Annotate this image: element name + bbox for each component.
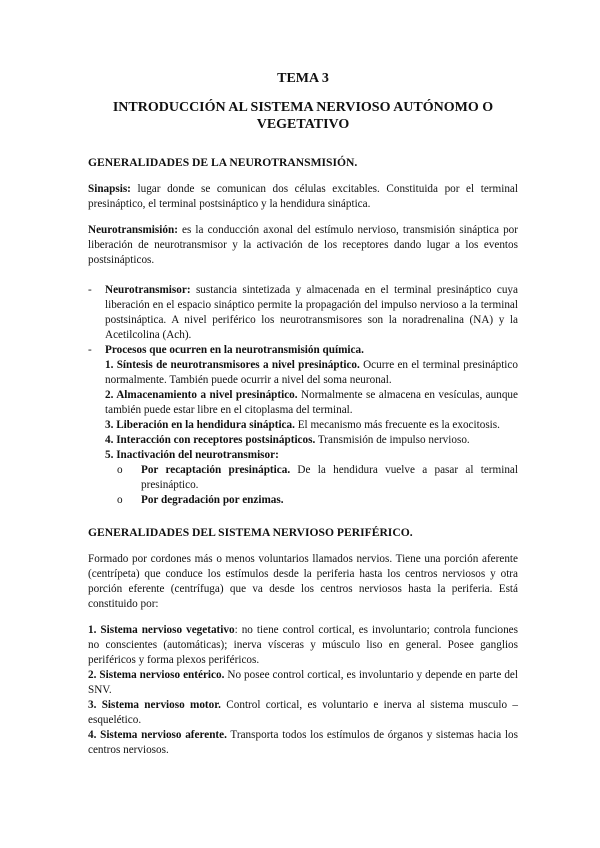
text-neurotransmision: es la conducción axonal del estímulo nervioso, transmisión sináptica por liberación de neurotransmisor y la activación de los receptores dando lugar a los eventos postsinápticos. bbox=[88, 224, 518, 266]
step-term: 2. Almacenamiento a nivel presináptico. bbox=[105, 389, 298, 401]
system-text: No posee control cortical, es involuntario y depende en parte del SNV. bbox=[88, 669, 518, 696]
system-text: : no tiene control cortical, es involuntario; controla funciones no conscientes (automáticas); inerva vísceras y músculo liso en general. Posee ganglios periféricos y forma plexos periféricos. bbox=[88, 624, 518, 666]
step-text: Ocurre en el terminal presináptico normalmente. También puede ocurrir a nivel del soma neuronal. bbox=[105, 359, 518, 386]
heading-procesos bbox=[105, 343, 518, 358]
sublist-paragraph bbox=[141, 493, 518, 508]
step-text: Normalmente se almacena en vesículas, aunque también puede estar libre en el citoplasma del terminal. bbox=[105, 389, 518, 416]
step-term: 3. Liberación en la hendidura sináptica. bbox=[105, 419, 295, 431]
step-item bbox=[105, 448, 518, 463]
tema-label: TEMA 3 bbox=[277, 71, 329, 86]
step-item bbox=[105, 358, 518, 388]
list-item-neurotransmisor bbox=[88, 283, 518, 343]
system-item bbox=[88, 668, 518, 698]
nervous-system-list bbox=[88, 623, 518, 758]
section-heading-periferico: GENERALIDADES DEL SISTEMA NERVIOSO PERIFÉRICO. bbox=[88, 526, 413, 539]
paragraph-neurotransmision bbox=[88, 223, 518, 268]
step-text: El mecanismo más frecuente es la exocitosis. bbox=[294, 419, 500, 431]
sublist-term: Por degradación por enzimas. bbox=[141, 494, 284, 506]
inactivation-sublist bbox=[105, 463, 518, 508]
step-item bbox=[105, 433, 518, 448]
document-title: INTRODUCCIÓN AL SISTEMA NERVIOSO AUTÓNOMO O VEGETATIVO bbox=[112, 100, 494, 132]
sublist-item bbox=[117, 463, 518, 493]
paragraph-sinapsis bbox=[88, 182, 518, 212]
step-term: 4. Interacción con receptores postsinápticos. bbox=[105, 434, 316, 446]
process-steps bbox=[105, 358, 518, 508]
term-sinapsis: Sinapsis: bbox=[88, 183, 131, 195]
step-text: Transmisión de impulso nervioso. bbox=[315, 434, 470, 446]
paragraph-intro-periferico: Formado por cordones más o menos voluntarios llamados nervios. Tiene una porción aferente (centrípeta) que conduce los estímulos desde la periferia hasta los centros nerviosos y otra porción eferente (centrífuga) que va desde los centros nerviosos hasta la periferia. Está constituido por: bbox=[88, 553, 518, 610]
system-text: Transporta todos los estímulos de órganos y sistemas hacia los centros nerviosos. bbox=[88, 729, 518, 756]
paragraph-neurotransmisor bbox=[105, 283, 518, 343]
sublist-term: Por recaptación presináptica. bbox=[141, 464, 291, 476]
list-item-procesos bbox=[88, 343, 518, 508]
step-item bbox=[105, 418, 518, 433]
sublist-item bbox=[117, 493, 518, 508]
system-text: Control cortical, es voluntario e inerva al sistema musculo – esquelético. bbox=[88, 699, 518, 726]
system-item bbox=[88, 623, 518, 668]
dash-list bbox=[88, 283, 518, 508]
system-item bbox=[88, 728, 518, 758]
system-term: 3. Sistema nervioso motor. bbox=[88, 699, 221, 711]
text-neurotransmisor: sustancia sintetizada y almacenada en el terminal presináptico cuya liberación en el espacio sináptico permite la propagación del impulso nervioso a la terminal postsináptica. A nivel periférico los neurotransmisores son la noradrenalina (NA) y la Acetilcolina (Ach). bbox=[105, 284, 518, 341]
term-neurotransmision: Neurotransmisión: bbox=[88, 224, 178, 236]
sublist-paragraph bbox=[141, 463, 518, 493]
section-heading-neurotransmision: GENERALIDADES DE LA NEUROTRANSMISIÓN. bbox=[88, 156, 358, 169]
system-term: 1. Sistema nervioso vegetativo bbox=[88, 624, 235, 636]
system-term: 4. Sistema nervioso aferente. bbox=[88, 729, 227, 741]
term-neurotransmisor: Neurotransmisor: bbox=[105, 284, 191, 296]
system-term: 2. Sistema nervioso entérico. bbox=[88, 669, 225, 681]
step-item bbox=[105, 388, 518, 418]
term-procesos: Procesos que ocurren en la neurotransmisión química. bbox=[105, 344, 364, 356]
text-sinapsis: lugar donde se comunican dos células excitables. Constituida por el terminal presináptico, el terminal postsináptico y la hendidura sináptica. bbox=[88, 183, 518, 210]
step-term: 1. Síntesis de neurotransmisores a nivel presináptico. bbox=[105, 359, 360, 371]
step-term: 5. Inactivación del neurotransmisor: bbox=[105, 449, 279, 461]
sublist-text: De la hendidura vuelve a pasar al terminal presináptico. bbox=[141, 464, 518, 491]
system-item bbox=[88, 698, 518, 728]
